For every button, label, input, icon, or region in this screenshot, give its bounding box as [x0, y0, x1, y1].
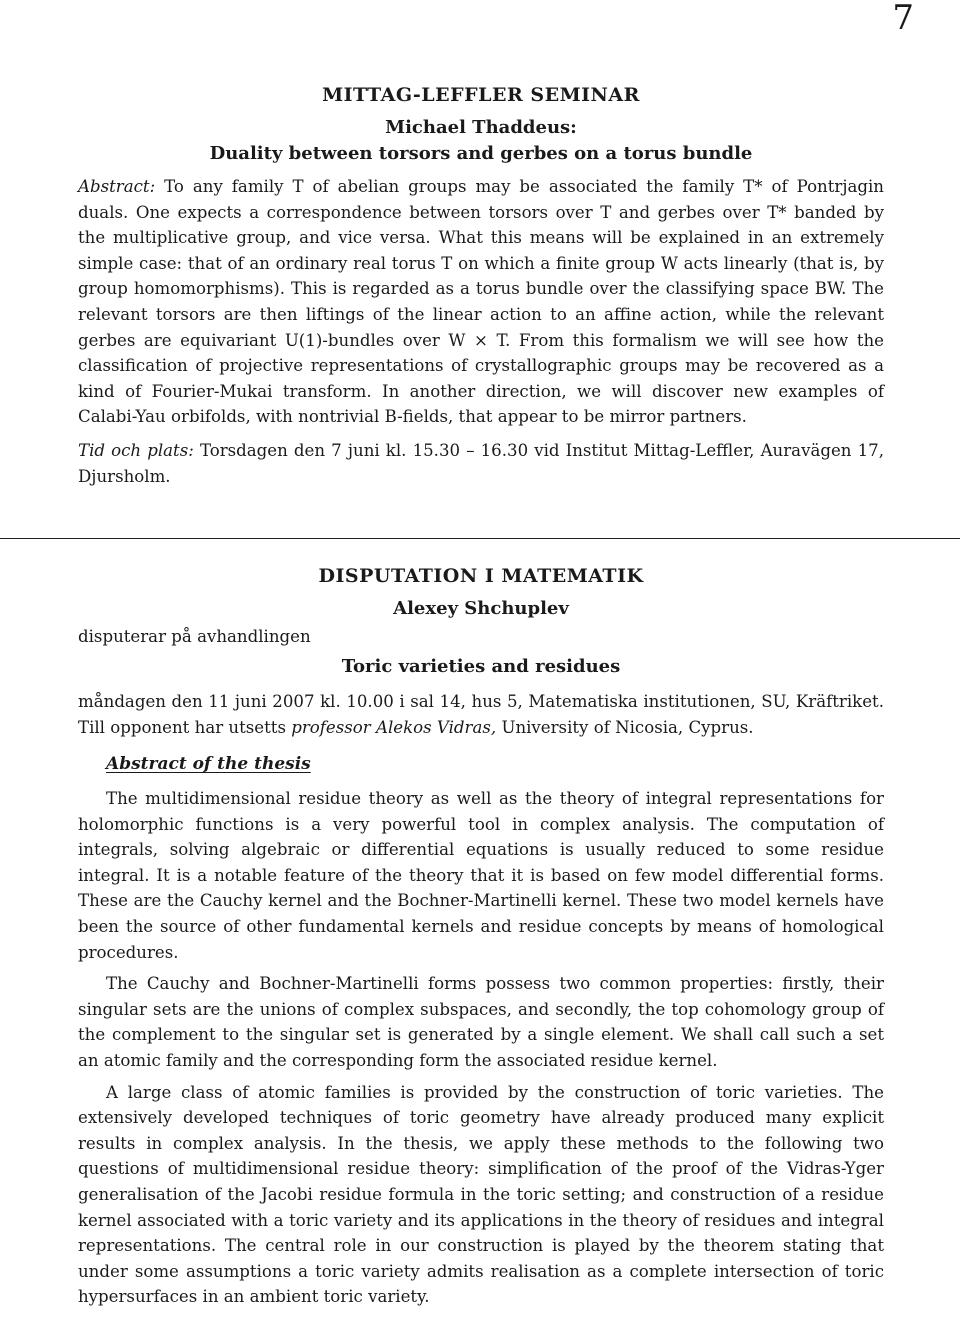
thesis-abstract	[78, 786, 884, 1310]
disputation-details	[78, 689, 884, 740]
seminar-title: Duality between torsors and gerbes on a torus bundle	[209, 143, 753, 164]
seminar-heading-block	[78, 84, 884, 106]
thesis-abstract-paragraph-2: The Cauchy and Bochner-Martinelli forms possess two common properties: firstly, their singular sets are the unions of complex subspaces, and secondly, the top cohomology group of the complement to the singular set is generated by a single element. We shall call such a set an atomic family and the corresponding form the associated residue kernel.	[78, 974, 884, 1070]
disputation-heading-block	[78, 565, 884, 587]
page-number: 7	[892, 0, 914, 38]
seminar-abstract	[78, 174, 884, 489]
opponent-name: professor Alekos Vidras,	[291, 717, 497, 737]
seminar-heading: MITTAG-LEFFLER SEMINAR	[322, 84, 640, 106]
seminar-when-label: Tid och plats:	[78, 440, 194, 460]
seminar-speaker: Michael Thaddeus:	[385, 117, 577, 138]
seminar-abstract-paragraph	[78, 174, 884, 430]
thesis-abstract-heading: Abstract of the thesis	[106, 754, 311, 774]
seminar-when-text: Torsdagen den 7 juni kl. 15.30 – 16.30 vid Institut Mittag-Leffler, Auravägen 17, Djursholm.	[78, 440, 884, 486]
disputation-details-paragraph	[78, 689, 884, 740]
disputation-heading: DISPUTATION I MATEMATIK	[318, 565, 644, 587]
thesis-abstract-heading-block	[106, 754, 886, 774]
disputation-intro: disputerar på avhandlingen	[78, 627, 311, 646]
thesis-abstract-paragraph-1: The multidimensional residue theory as well as the theory of integral representations for holomorphic functions is a very powerful tool in complex analysis. The computation of integrals, solving algebraic or differential equations is usually reduced to some residue integral. It is a notable feature of the theory that it is based on few model differential forms. These are the Cauchy kernel and the Bochner-Martinelli kernel. These two model kernels have been the source of other fundamental kernels and residue concepts by means of homological procedures.	[78, 789, 884, 962]
details-after: University of Nicosia, Cyprus.	[501, 717, 754, 737]
seminar-abstract-label: Abstract:	[78, 177, 156, 196]
details-before: måndagen den 11 juni 2007 kl. 10.00 i sal 14, hus 5, Matematiska institutionen, SU, Kräftriket. Till opponent har utsetts	[78, 692, 884, 737]
section-divider	[0, 538, 960, 539]
thesis-title-block	[78, 656, 884, 677]
thesis-title: Toric varieties and residues	[341, 656, 621, 677]
seminar-when-paragraph	[78, 438, 884, 489]
disputation-candidate: Alexey Shchuplev	[393, 598, 569, 619]
seminar-abstract-text: To any family T of abelian groups may be associated the family T* of Pontrjagin duals. One expects a correspondence between torsors over T and gerbes over T* banded by the multiplicative group, and vice versa. What this means will be explained in an extremely simple case: that of an ordinary real torus T on which a finite group W acts linearly (that is, by group homomorphisms). This is regarded as a torus bundle over the classifying space BW. The relevant torsors are then liftings of the linear action to an affine action, while the relevant gerbes are equivariant U(1)-bundles over W × T. From this formalism we will see how the classification of projective representations of crystallographic groups may be recovered as a kind of Fourier-Mukai transform. In another direction, we will discover new examples of Calabi-Yau orbifolds, with nontrivial B-fields, that appear to be mirror partners.	[78, 177, 884, 427]
seminar-speaker-block	[78, 117, 884, 138]
disputation-intro-block	[78, 624, 884, 650]
seminar-title-block	[78, 143, 884, 164]
disputation-candidate-block	[78, 598, 884, 619]
thesis-abstract-paragraph-3: A large class of atomic families is provided by the construction of toric varieties. The extensively developed techniques of toric geometry have already produced many explicit results in complex analysis. In the thesis, we apply these methods to the following two questions of multidimensional residue theory: simplification of the proof of the Vidras-Yger generalisation of the Jacobi residue formula in the toric setting; and construction of a residue kernel associated with a toric variety and its applications in the theory of residues and integral representations. The central role in our construction is played by the theorem stating that under some assumptions a toric variety admits realisation as a complete intersection of toric hypersurfaces in an ambient toric variety.	[78, 1082, 884, 1307]
